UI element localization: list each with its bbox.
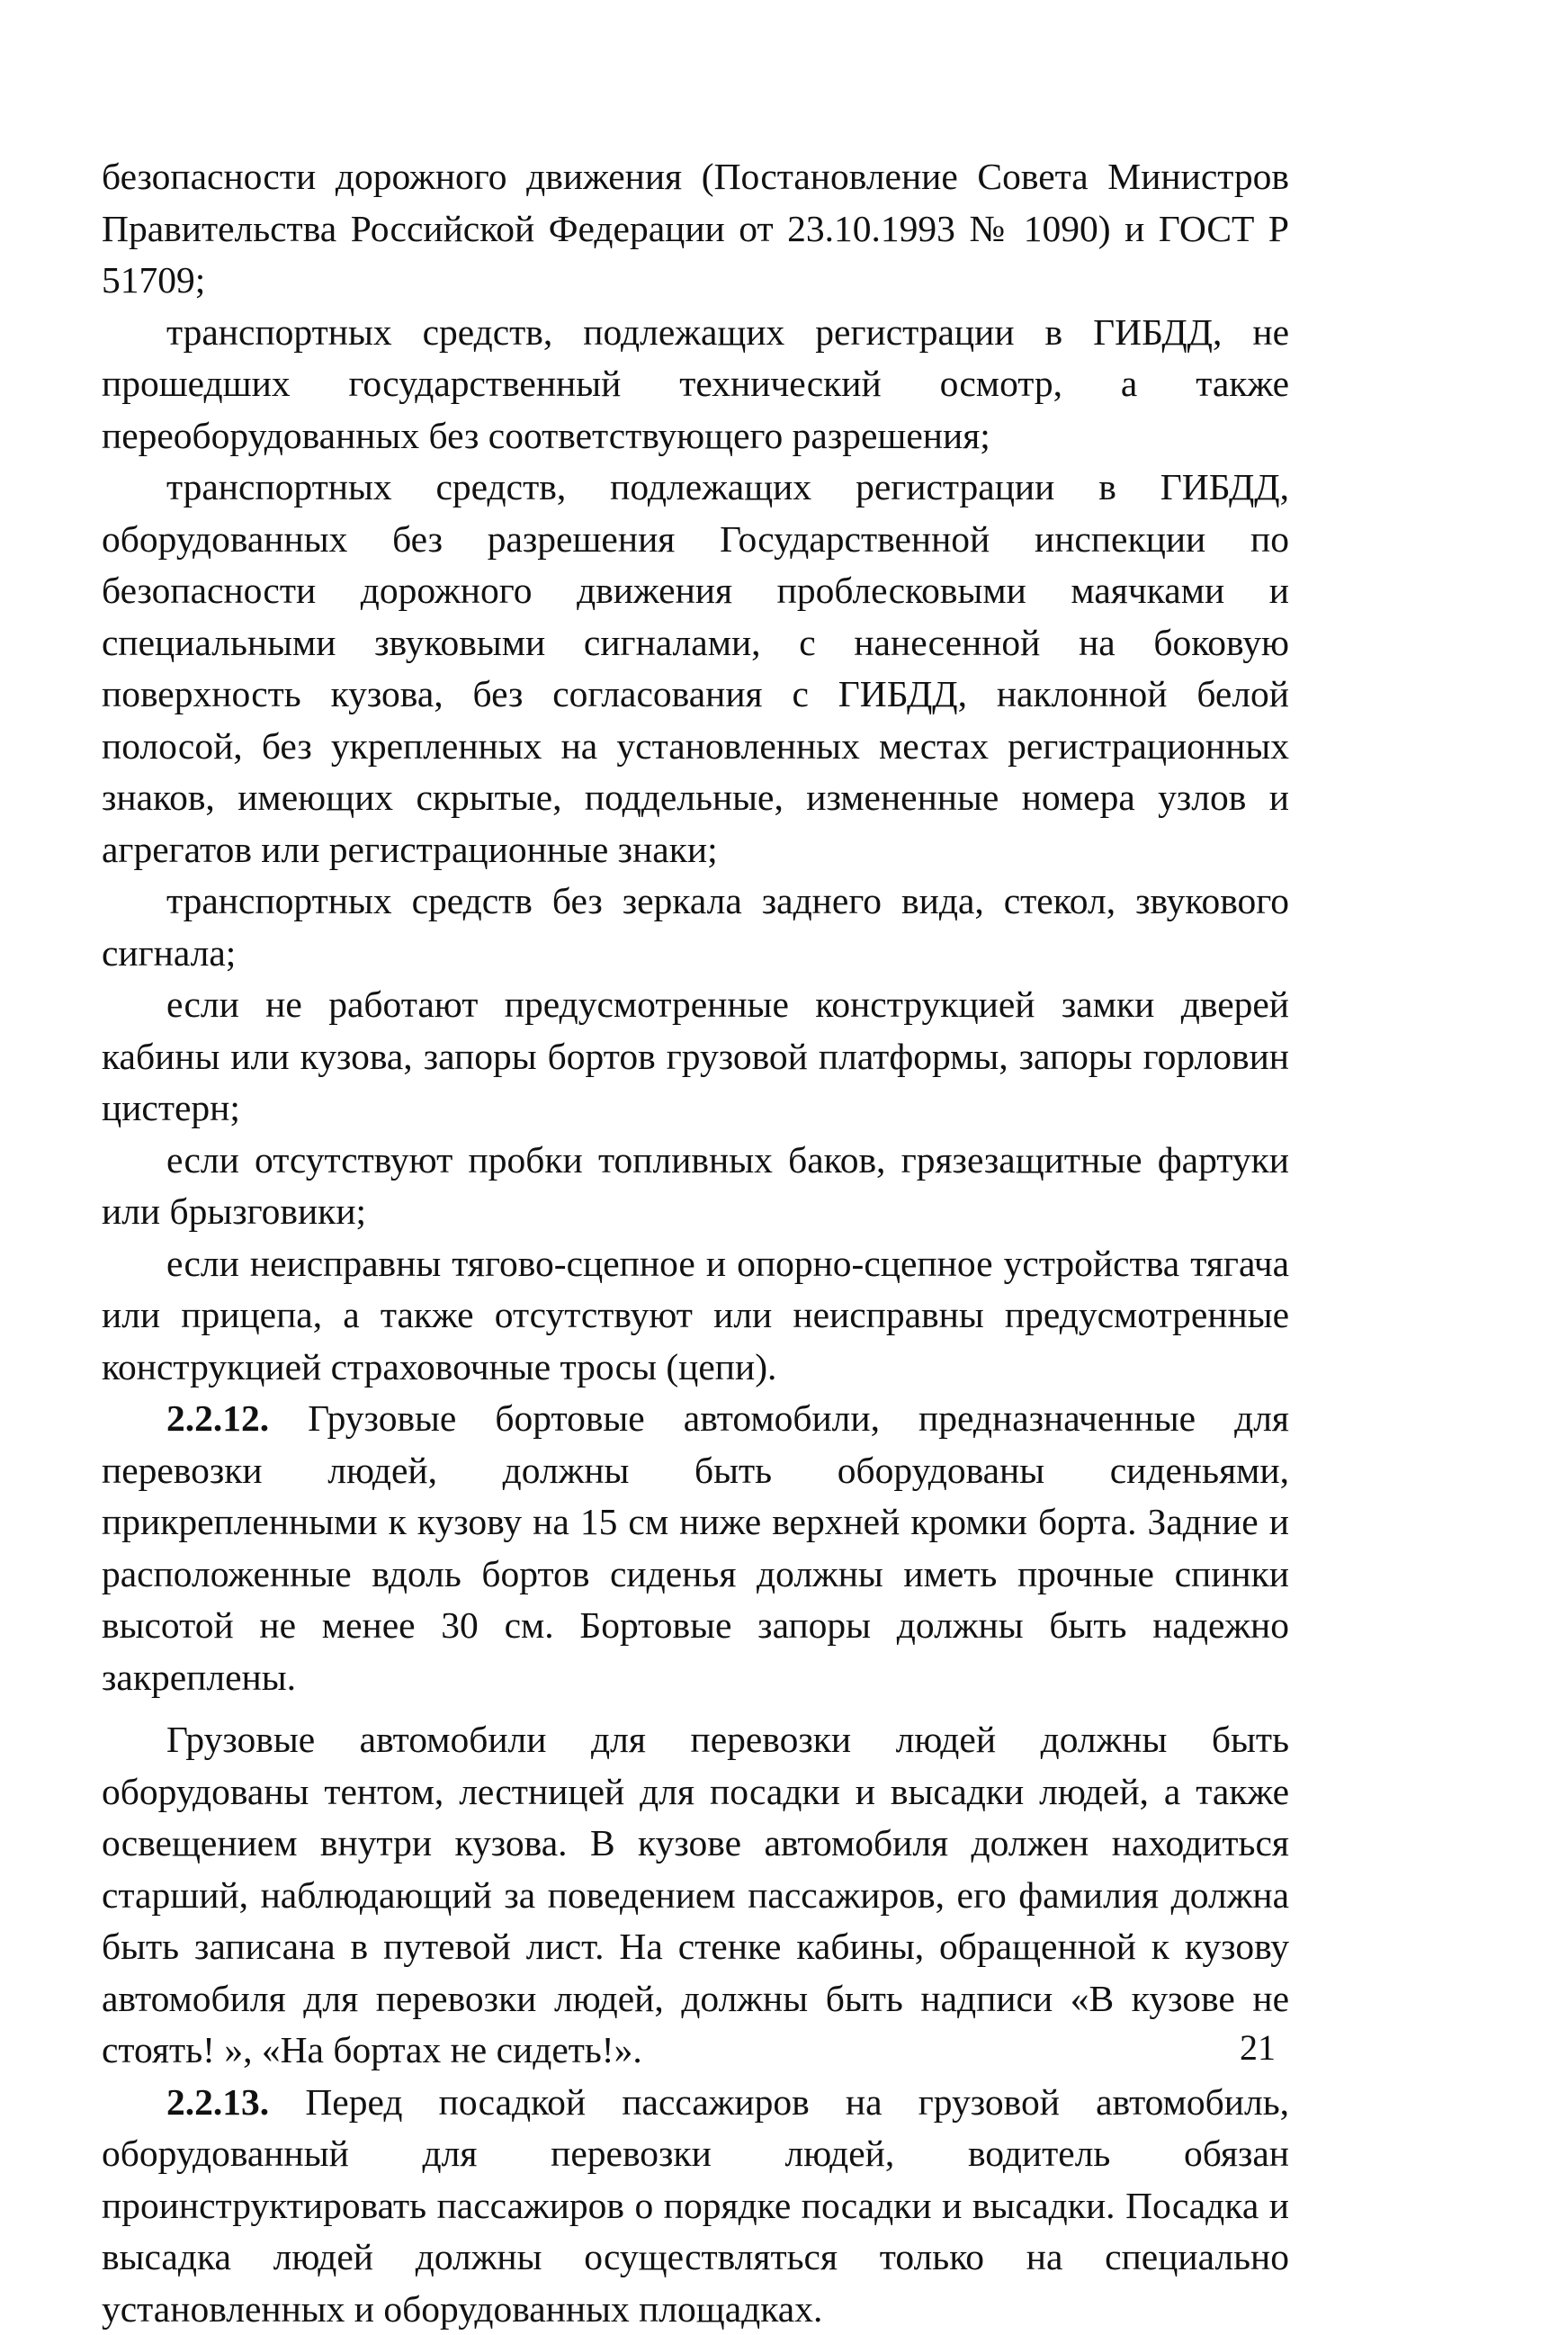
body-text [102, 151, 1289, 2335]
paragraph-door-locks: если не работают предусмотренные конструкцией замки дверей кабины или кузова, запоры бортов грузовой платформы, запоры горловин цистерн; [102, 979, 1289, 1135]
paragraph-unregistered-vehicles: транспортных средств, подлежащих регистрации в ГИБДД, не прошедших государственный технический осмотр, а также переоборудованных без соответствующего разрешения; [102, 307, 1289, 463]
section-number: 2.2.13. [166, 2081, 269, 2123]
page-number: 21 [1240, 2026, 1276, 2070]
paragraph-special-signals: транспортных средств, подлежащих регистрации в ГИБДД, оборудованных без разрешения Государственной инспекции по безопасности дорожного движения проблесковыми маячками и специальными звуковыми сигналами, с нанесенной на боковую поверхность кузова, без согласования с ГИБДД, наклонной белой полосой, без укрепленных на установленных местах регистрационных знаков, имеющих скрытые, поддельные, измененные номера узлов и агрегатов или регистрационные знаки; [102, 462, 1289, 876]
paragraph-mirrors: транспортных средств без зеркала заднего вида, стекол, звукового сигнала; [102, 876, 1289, 979]
section-text: Грузовые бортовые автомобили, предназначенные для перевозки людей, должны быть оборудованы сиденьями, прикрепленными к кузову на 15 см ниже верхней кромки борта. Задние и расположенные вдоль бортов сиденья должны иметь прочные спинки высотой не менее 30 см. Бортовые запоры должны быть надежно закреплены. [102, 1397, 1289, 1698]
paragraph-fuel-caps: если отсутствуют пробки топливных баков, грязезащитные фартуки или брызговики; [102, 1135, 1289, 1238]
paragraph-2-2-12 [102, 1393, 1289, 1703]
paragraph-continuation: безопасности дорожного движения (Постановление Совета Министров Правительства Российской Федерации от 23.10.1993 № 1090) и ГОСТ Р 51709; [102, 151, 1289, 307]
paragraph-coupling-devices: если неисправны тягово-сцепное и опорно-сцепное устройства тягача или прицепа, а также отсутствуют или неисправны предусмотренные конструкцией страховочные тросы (цепи). [102, 1238, 1289, 1394]
section-text: Перед посадкой пассажиров на грузовой автомобиль, оборудованный для перевозки людей, водитель обязан проинструктировать пассажиров о порядке посадки и высадки. Посадка и высадка людей должны осуществляться только на специально установленных и оборудованных площадках. [102, 2081, 1289, 2330]
paragraph-2-2-13 [102, 2077, 1289, 2335]
paragraph-trucks-for-people: Грузовые автомобили для перевозки людей должны быть оборудованы тентом, лестницей для посадки и высадки людей, а также освещением внутри кузова. В кузове автомобиля должен находиться старший, наблюдающий за поведением пассажиров, его фамилия должна быть записана в путевой лист. На стенке кабины, обращенной к кузову автомобиля для перевозки людей, должны быть надписи «В кузове не стоять! », «На бортах не сидеть!». [102, 1714, 1289, 2077]
section-number: 2.2.12. [166, 1397, 269, 1439]
